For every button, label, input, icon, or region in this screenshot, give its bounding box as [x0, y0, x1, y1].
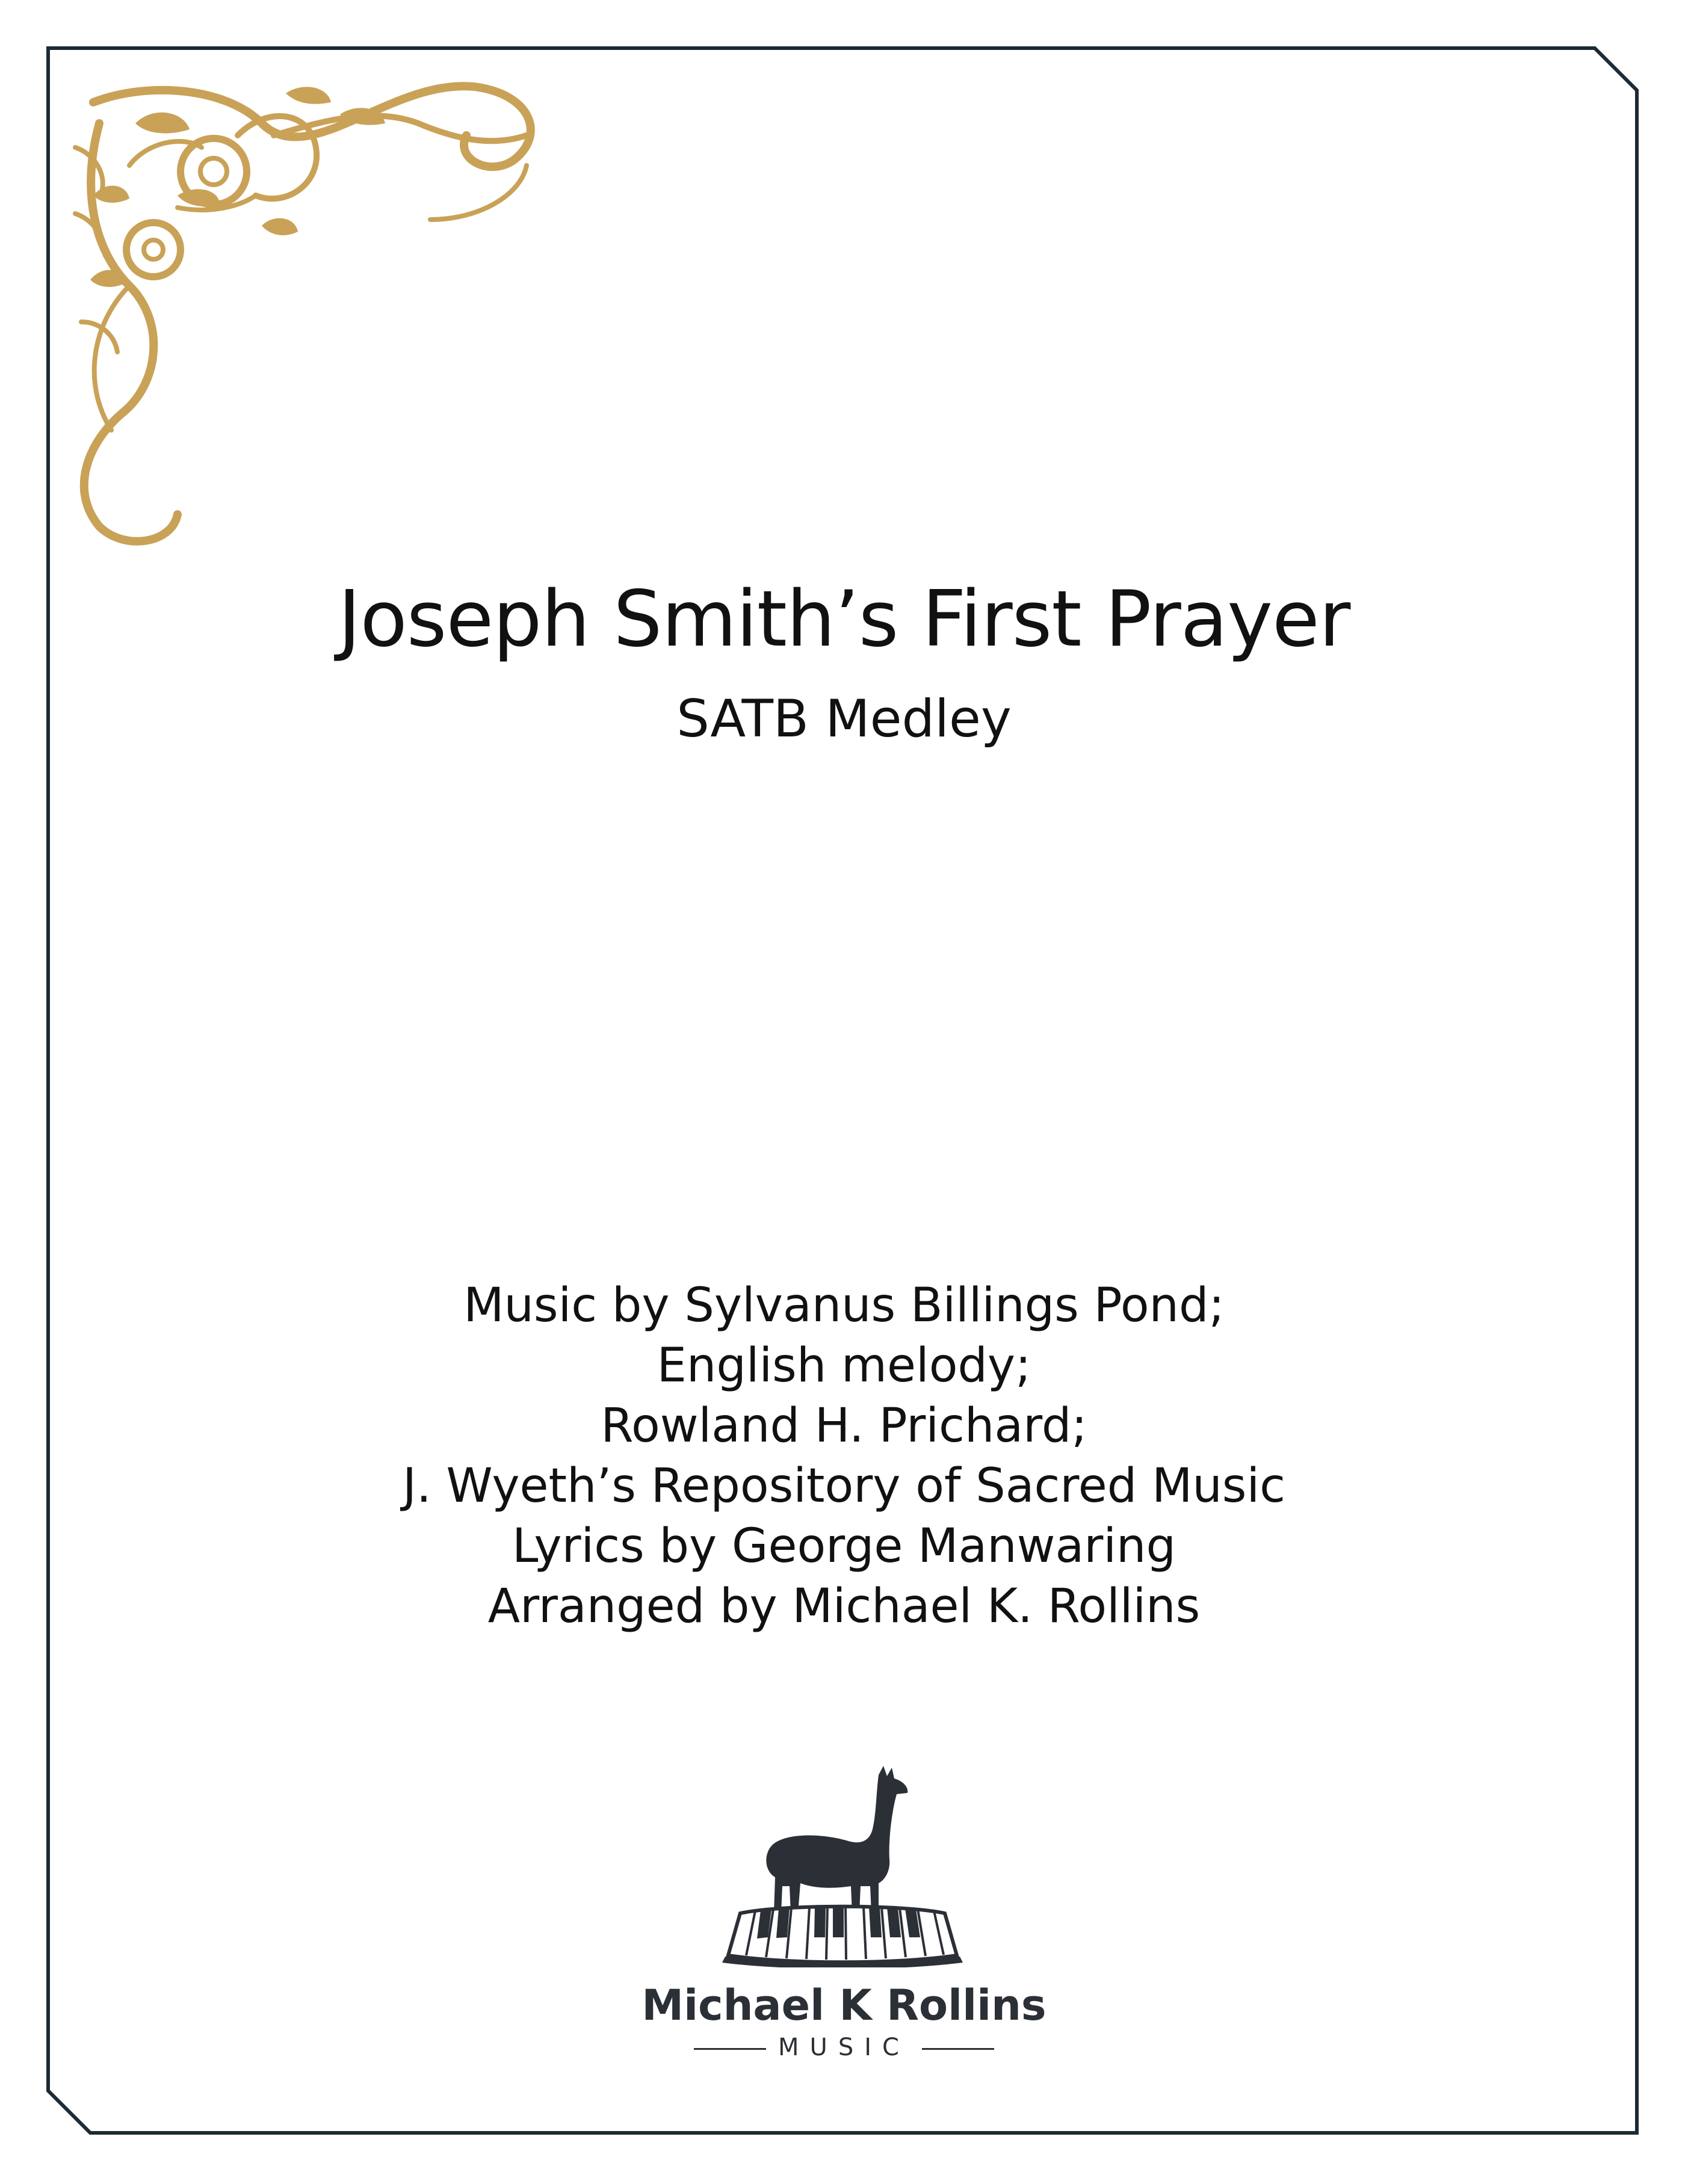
credit-line: English melody; — [657, 1339, 1031, 1393]
document-subtitle: SATB Medley — [676, 689, 1012, 749]
credit-line: Music by Sylvanus Billings Pond; — [463, 1279, 1225, 1333]
credit-line: Lyrics by George Manwaring — [512, 1519, 1176, 1573]
credit-line: J. Wyeth’s Repository of Sacred Music — [402, 1459, 1286, 1513]
corner-ornament-icon — [57, 69, 557, 551]
credit-line: Rowland H. Prichard; — [601, 1399, 1087, 1453]
brand-tagline: MUSIC — [778, 2034, 910, 2061]
brand-name: Michael K Rollins — [642, 1981, 1046, 2030]
document-title: Joseph Smith’s First Prayer — [338, 575, 1350, 664]
credits-block — [0, 1276, 1688, 1636]
llama-on-piano-icon — [698, 1763, 987, 1967]
divider — [694, 2048, 766, 2050]
divider — [922, 2048, 994, 2050]
brand-tagline-row — [0, 2032, 1688, 2062]
credit-line: Arranged by Michael K. Rollins — [487, 1579, 1201, 1633]
